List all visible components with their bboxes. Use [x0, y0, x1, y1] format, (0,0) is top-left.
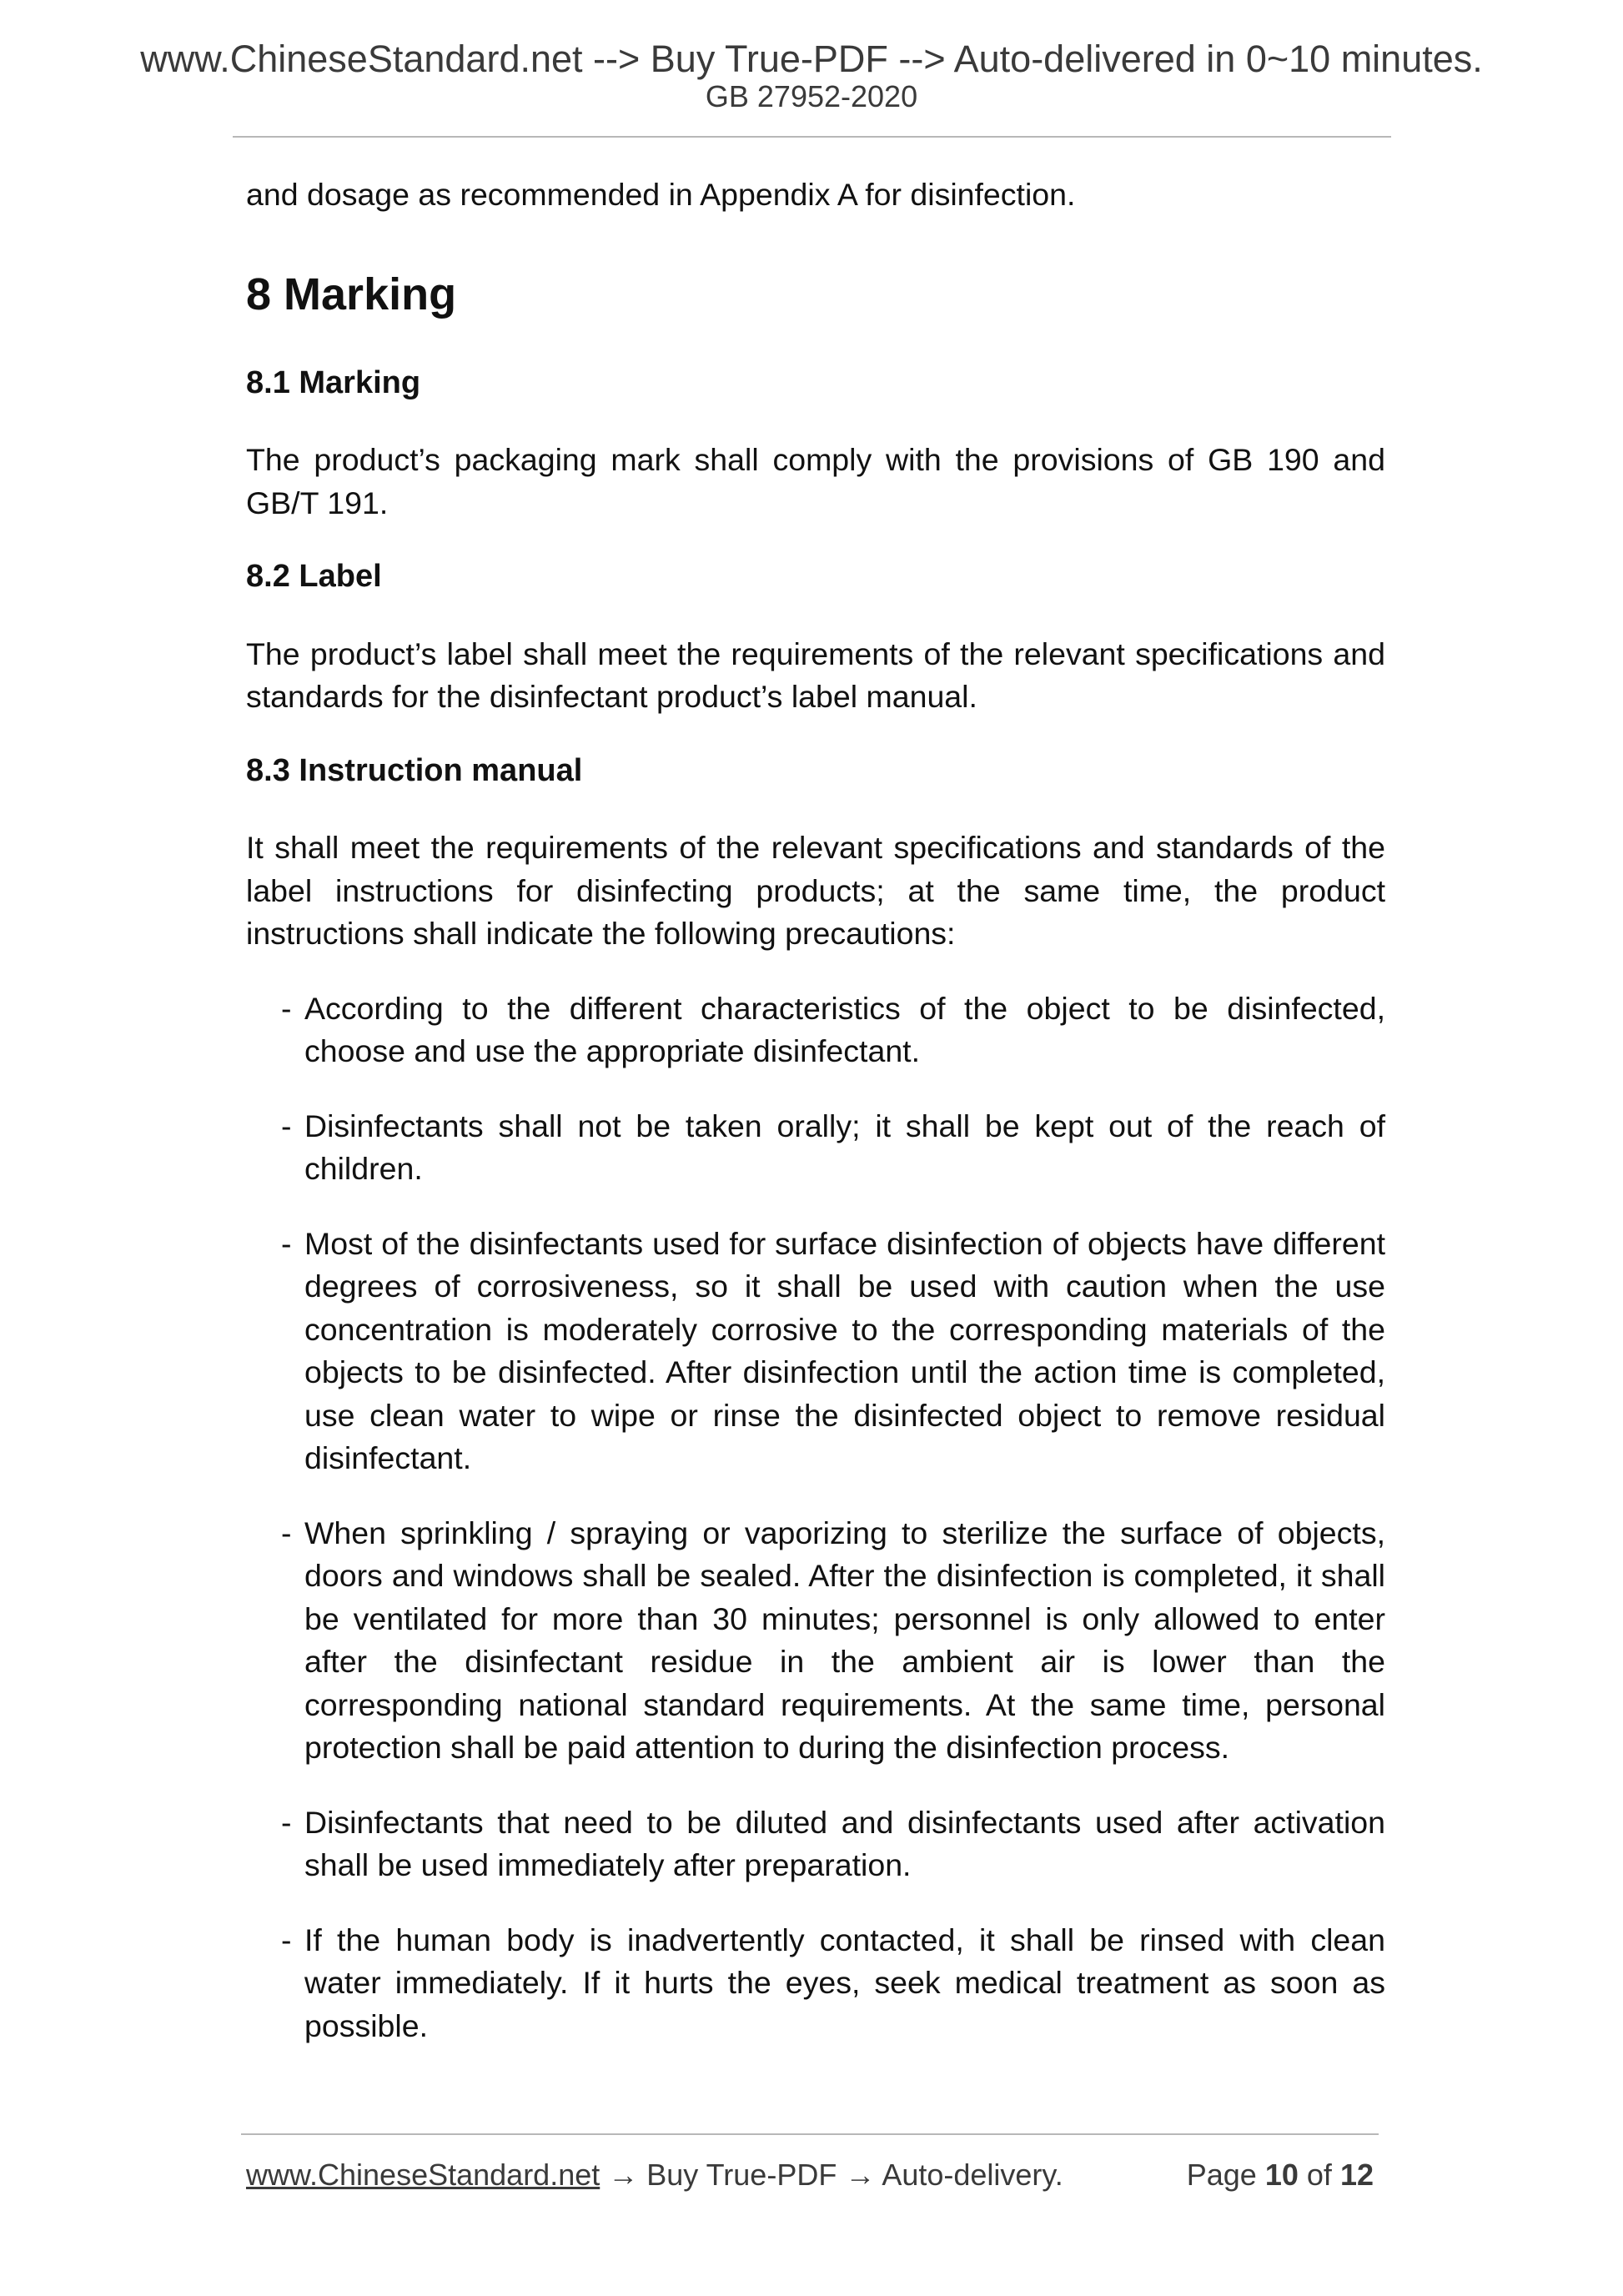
- subsection-title-8-1: 8.1 Marking: [246, 364, 421, 400]
- page-content: [246, 173, 1385, 2079]
- page-indicator: [1187, 2157, 1374, 2193]
- bullet-dash: -: [281, 1922, 292, 1957]
- bullet-dash: -: [281, 1804, 292, 1840]
- precautions-list: [246, 987, 1385, 2048]
- list-item-text: According to the different characteristics of the object to be disinfected, choose and use the appropriate disinfectant.: [304, 990, 1385, 1069]
- list-item: [246, 1801, 1385, 1887]
- subsection-title-8-3: 8.3 Instruction manual: [246, 752, 583, 788]
- bullet-dash: -: [281, 990, 292, 1026]
- list-item: [246, 1105, 1385, 1191]
- list-item-text: Disinfectants that need to be diluted and disinfectants used after activation shall be used immediately after preparation.: [304, 1804, 1385, 1883]
- footer-divider: [241, 2133, 1379, 2135]
- list-item-text: If the human body is inadvertently contacted, it shall be rinsed with clean water immediately. If it hurts the eyes, seek medical treatment as soon as possible.: [304, 1922, 1385, 2043]
- header-banner: www.ChineseStandard.net --> Buy True-PDF --> Auto-delivered in 0~10 minutes.: [140, 38, 1483, 80]
- paragraph-8-3: It shall meet the requirements of the relevant specifications and standards of the label instructions for disinfecting products; at the same time, the product instructions shall indicate the following precautions:: [246, 830, 1385, 952]
- paragraph-8-1: The product’s packaging mark shall comply with the provisions of GB 190 and GB/T 191.: [246, 442, 1385, 520]
- bullet-dash: -: [281, 1225, 292, 1261]
- paragraph-8-2: The product’s label shall meet the requirements of the relevant specifications and standards for the disinfectant product’s label manual.: [246, 636, 1385, 715]
- document-id: GB 27952-2020: [705, 79, 918, 113]
- section-title: 8 Marking: [246, 269, 457, 319]
- list-item: [246, 1512, 1385, 1770]
- lead-paragraph: and dosage as recommended in Appendix A for disinfection.: [246, 177, 1076, 212]
- list-item: [246, 987, 1385, 1073]
- total-pages: 12: [1339, 2158, 1374, 2192]
- list-item: [246, 1223, 1385, 1480]
- header-divider: [233, 136, 1391, 138]
- footer-site-link[interactable]: www.ChineseStandard.net: [246, 2158, 600, 2192]
- footer-tagline: → Buy True-PDF → Auto-delivery.: [600, 2158, 1063, 2192]
- page-number: 10: [1264, 2158, 1299, 2192]
- list-item-text: Disinfectants shall not be taken orally; it shall be kept out of the reach of children.: [304, 1108, 1385, 1187]
- bullet-dash: -: [281, 1108, 292, 1143]
- bullet-dash: -: [281, 1515, 292, 1550]
- list-item: [246, 1919, 1385, 2048]
- list-item-text: When sprinkling / spraying or vaporizing to sterilize the surface of objects, doors and windows shall be sealed. After the disinfection is completed, it shall be ventilated for more than 30 minutes; personnel is only allowed to enter after the disinfectant residue in the ambient air is lower than the corresponding national standard requirements. At the same time, personal protection shall be paid attention to during the disinfection process.: [304, 1515, 1385, 1766]
- page-label: Page: [1186, 2158, 1257, 2192]
- footer-left: [246, 2157, 1063, 2193]
- subsection-title-8-2: 8.2 Label: [246, 559, 382, 595]
- list-item-text: Most of the disinfectants used for surface disinfection of objects have different degrees of corrosiveness, so it shall be used with caution when the use concentration is moderately corrosive to the corresponding materials of the objects to be disinfected. After disinfection until the action time is completed, use clean water to wipe or rinse the disinfected object to remove residual disinfectant.: [304, 1225, 1385, 1476]
- of-label: of: [1306, 2158, 1332, 2192]
